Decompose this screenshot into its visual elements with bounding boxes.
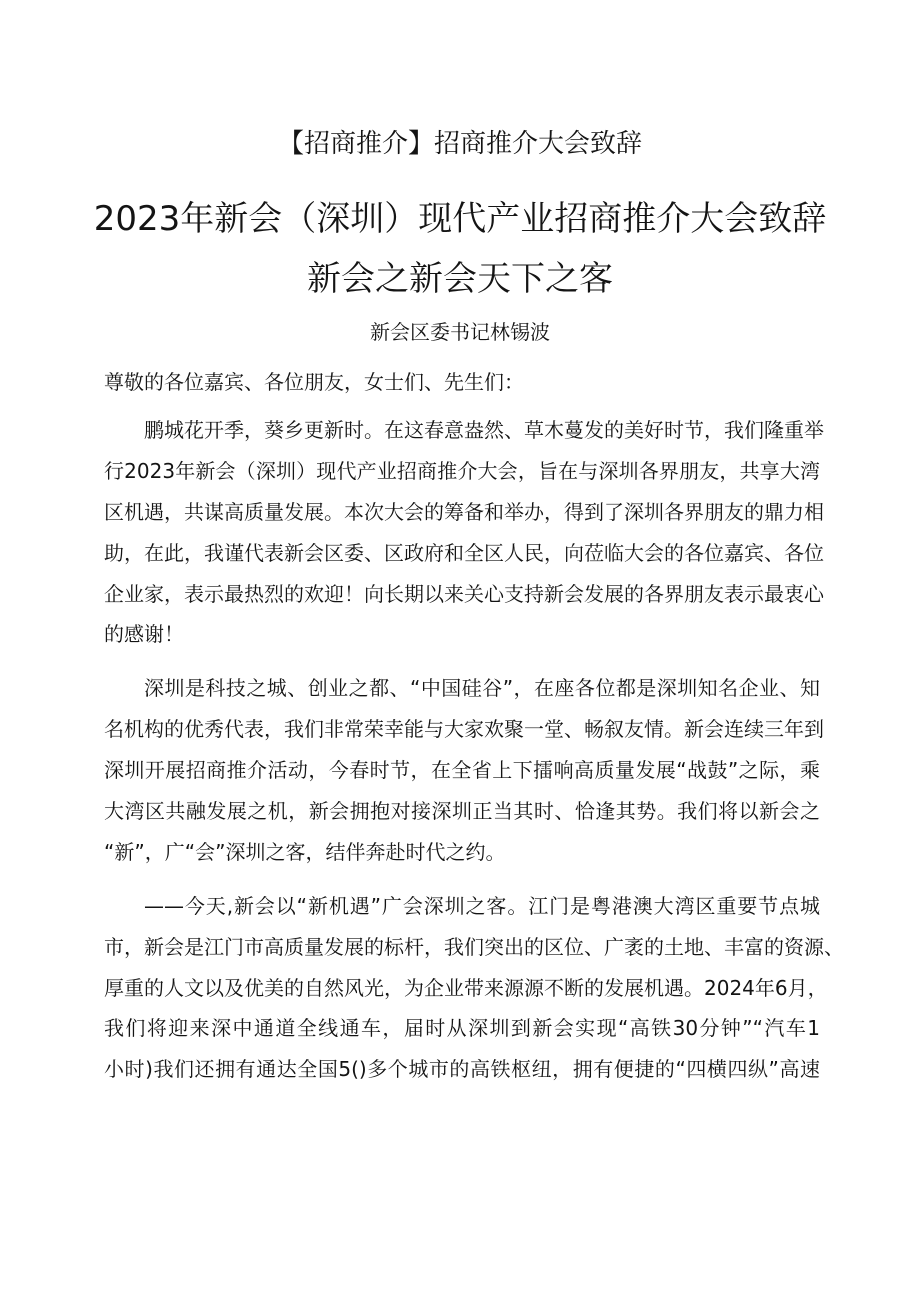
paragraph-line: 名机构的优秀代表，我们非常荣幸能与大家欢聚一堂、畅叙友情。新会连续三年到 bbox=[104, 717, 824, 742]
paragraph-line: 行2023年新会（深圳）现代产业招商推介大会，旨在与深圳各界朋友，共享大湾 bbox=[104, 458, 820, 483]
paragraph-3 bbox=[104, 886, 844, 1090]
salutation: 尊敬的各位嘉宾、各位朋友，女士们、先生们： bbox=[104, 370, 524, 394]
speech-author: 新会区委书记林锡波 bbox=[370, 320, 550, 344]
speech-title: 2023年新会（深圳）现代产业招商推介大会致辞 bbox=[93, 199, 827, 239]
speech-body bbox=[104, 410, 844, 1103]
paragraph-line: 小时)我们还拥有通达全国5()多个城市的高铁枢纽，拥有便捷的“四横四纵”高速 bbox=[104, 1057, 820, 1082]
paragraph-line: 深圳开展招商推介活动，今春时节，在全省上下擂响高质量发展“战鼓”之际，乘 bbox=[104, 758, 820, 783]
paragraph-line: 厚重的人文以及优美的自然风光，为企业带来源源不断的发展机遇。2024年6月， bbox=[104, 975, 828, 1000]
speech-subtitle: 新会之新会天下之客 bbox=[307, 259, 613, 299]
paragraph-line: 市，新会是江门市高质量发展的标杆，我们突出的区位、广袤的土地、丰富的资源、 bbox=[104, 934, 844, 959]
paragraph-line: 的感谢！ bbox=[104, 622, 184, 647]
paragraph-line: “新”，广“会”深圳之客，结伴奔赴时代之约。 bbox=[104, 839, 506, 864]
paragraph-line: 鹏城花开季，葵乡更新时。在这春意盎然、草木蔓发的美好时节，我们隆重举 bbox=[144, 418, 824, 442]
paragraph-line: 我们将迎来深中通道全线通车，届时从深圳到新会实现“高铁30分钟”“汽车1 bbox=[104, 1016, 820, 1041]
paragraph-line: 助，在此，我谨代表新会区委、区政府和全区人民，向莅临大会的各位嘉宾、各位 bbox=[104, 540, 824, 565]
paragraph-line: ——今天,新会以“新机遇”广会深圳之客。江门是粤港澳大湾区重要节点城 bbox=[144, 893, 820, 918]
paragraph-line: 深圳是科技之城、创业之都、“中国硅谷”，在座各位都是深圳知名企业、知 bbox=[144, 676, 820, 701]
paragraph-line: 区机遇，共谋高质量发展。本次大会的筹备和举办，得到了深圳各界朋友的鼎力相 bbox=[104, 499, 824, 524]
paragraph-2 bbox=[104, 668, 824, 872]
paragraph-line: 大湾区共融发展之机，新会拥抱对接深圳正当其时、恰逢其势。我们将以新会之 bbox=[104, 799, 820, 824]
paragraph-1 bbox=[104, 410, 824, 655]
document-header-title: 【招商推介】招商推介大会致辞 bbox=[277, 129, 642, 159]
paragraph-line: 企业家，表示最热烈的欢迎！向长期以来关心支持新会发展的各界朋友表示最衷心 bbox=[104, 581, 824, 606]
